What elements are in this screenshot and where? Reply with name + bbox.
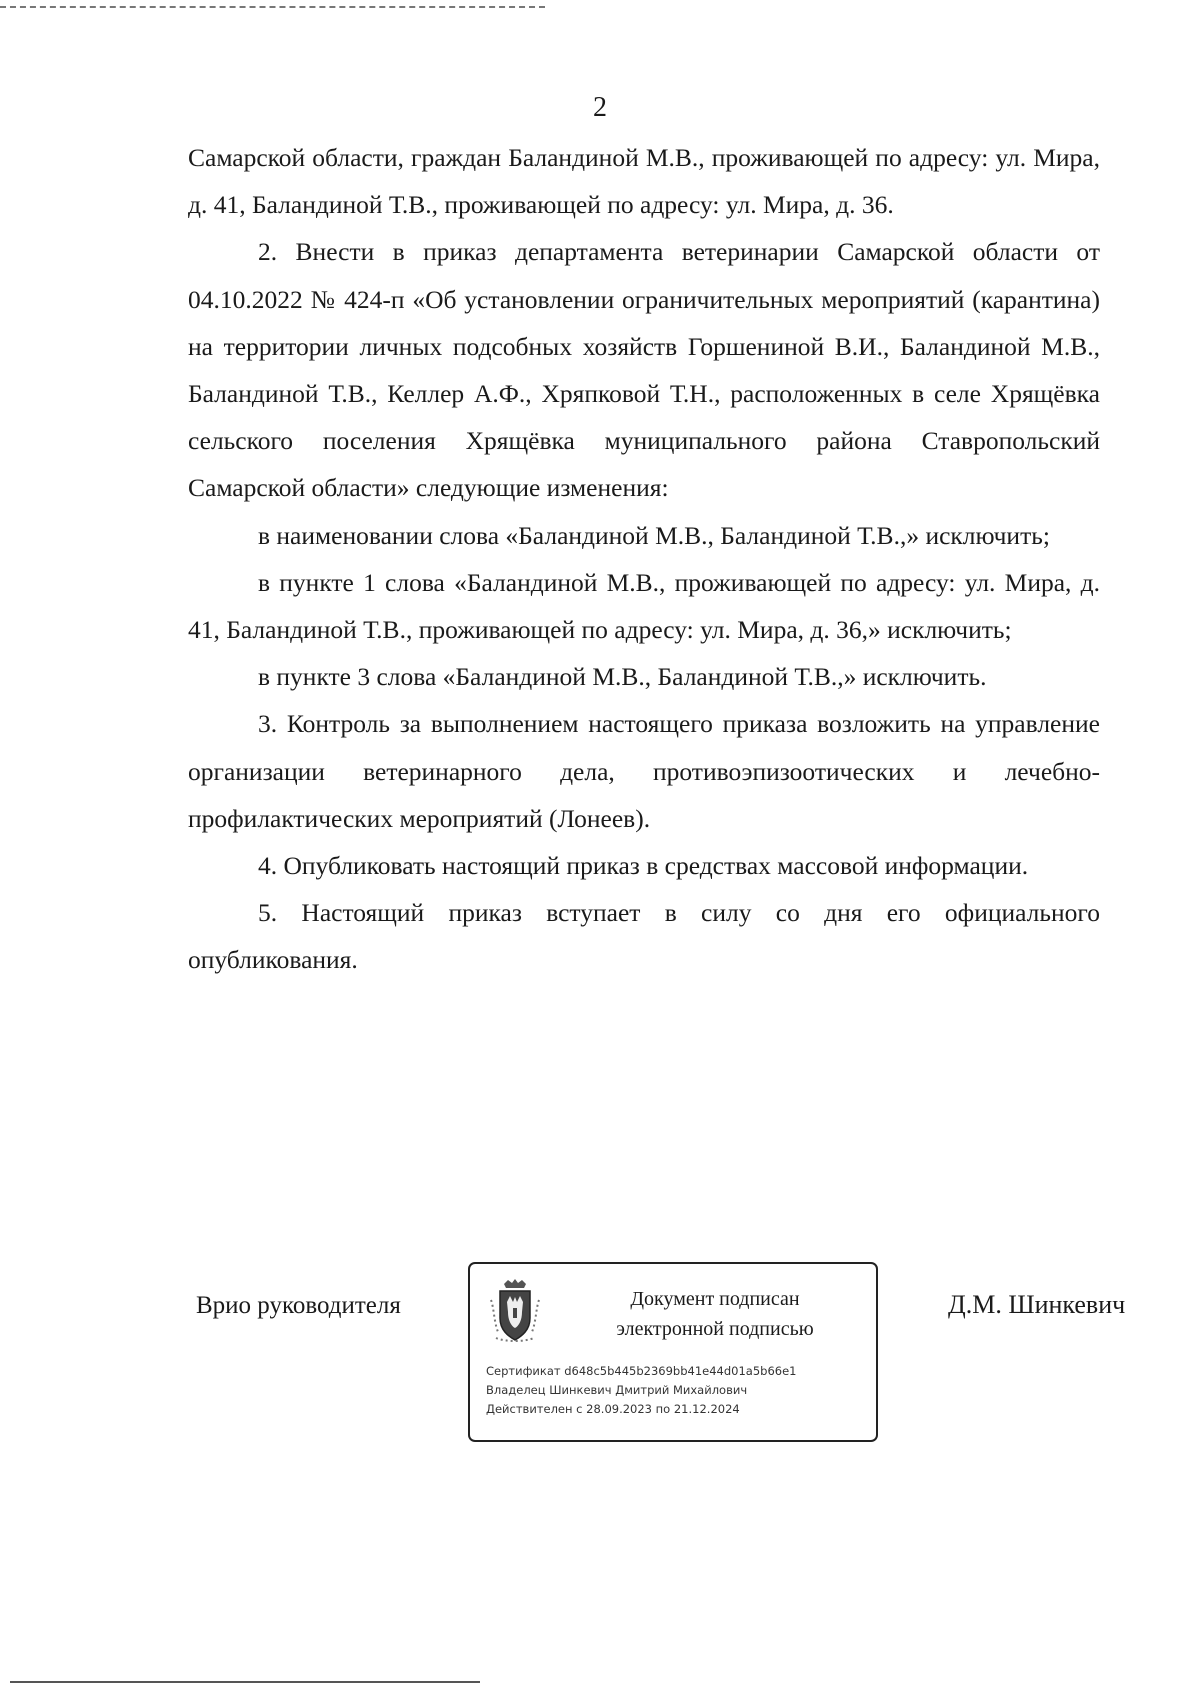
page-number: 2 [593, 92, 607, 123]
stamp-title [570, 1284, 860, 1344]
paragraph-item-4: 4. Опубликовать настоящий приказ в средствах массовой информации. [258, 851, 1029, 881]
signer-position: Врио руководителя [196, 1292, 401, 1319]
electronic-signature-stamp [468, 1262, 878, 1442]
paragraph-item-5: 5. Настоящий приказ вступает в силу со дня его официального опубликования. [188, 898, 1100, 975]
paragraph-amend-point-3: в пункте 3 слова «Баландиной М.В., Баландиной Т.В.,» исключить. [258, 662, 987, 692]
stamp-title-line-2: электронной подписью [616, 1318, 814, 1340]
stamp-certificate-info [486, 1362, 866, 1419]
scan-top-dashed-edge [0, 6, 545, 8]
stamp-owner: Владелец Шинкевич Дмитрий Михайлович [486, 1383, 748, 1397]
paragraph-continuation: Самарской области, граждан Баландиной М.В., проживающей по адресу: ул. Мира, д. 41, Баландиной Т.В., проживающей по адресу: ул. Мира, д. 36. [188, 143, 1100, 220]
stamp-certificate: Сертификат d648c5b445b2369bb41e44d01a5b66e1 [486, 1364, 797, 1378]
stamp-title-line-1: Документ подписан [630, 1288, 800, 1310]
stamp-validity: Действителен с 28.09.2023 по 21.12.2024 [486, 1402, 740, 1416]
document-body [188, 134, 1100, 984]
paragraph-item-2: 2. Внести в приказ департамента ветеринарии Самарской области от 04.10.2022 № 424-п «Об установлении ограничительных мероприятий (карантина) на территории личных подсобных хозяйств Горшениной В.И., Баландиной М.В., Баландиной Т.В., Келлер А.Ф., Хряпковой Т.Н., расположенных в селе Хрящёвка сельского поселения Хрящёвка муниципального района Ставропольский Самарской области» следующие изменения: [188, 237, 1100, 503]
samara-coat-of-arms-icon [486, 1278, 544, 1344]
paragraph-amend-point-1: в пункте 1 слова «Баландиной М.В., проживающей по адресу: ул. Мира, д. 41, Баландиной Т.В., проживающей по адресу: ул. Мира, д. 36,» исключить; [188, 567, 1100, 645]
signer-name: Д.М. Шинкевич [948, 1290, 1126, 1319]
paragraph-amend-title: в наименовании слова «Баландиной М.В., Баландиной Т.В.,» исключить; [258, 520, 1050, 550]
scan-bottom-rule [10, 1681, 480, 1683]
paragraph-item-3: 3. Контроль за выполнением настоящего приказа возложить на управление организации ветеринарного дела, противоэпизоотических и лечебно-профилактических мероприятий (Лонеев). [188, 709, 1100, 833]
